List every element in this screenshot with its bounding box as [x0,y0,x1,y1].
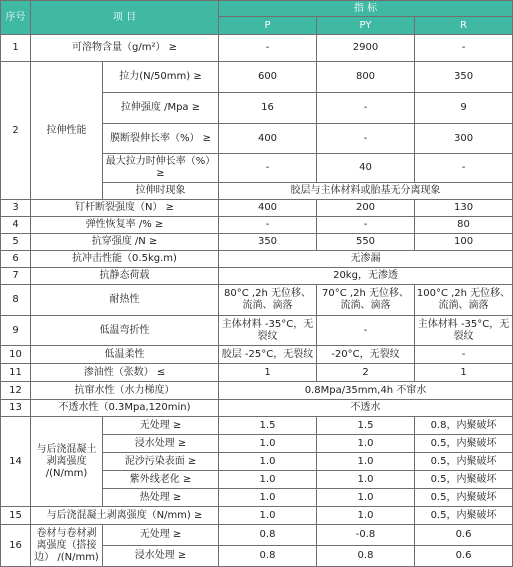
row-group: 与后浇混凝土剥离强度 /(N/mm) [31,417,103,507]
header-col-p: P [219,17,317,35]
header-row [1,1,513,17]
value-p: 主体材料 -35°C，无裂纹 [219,316,317,346]
table-row [1,234,513,251]
value-py: 1.0 [317,471,415,489]
value-r: - [415,35,513,62]
row-no: 11 [1,364,31,382]
row-no: 4 [1,217,31,234]
row-subitem: 浸水处理 ≥ [103,546,219,567]
row-no: 1 [1,35,31,62]
value-p: 400 [219,200,317,217]
table-row [1,268,513,285]
value-py: 1.0 [317,435,415,453]
header-item: 项 目 [31,1,219,35]
row-no: 12 [1,382,31,400]
value-py: - [317,93,415,124]
value-py: 800 [317,62,415,93]
row-no: 10 [1,346,31,364]
row-subitem: 膜断裂伸长率（%） ≥ [103,124,219,154]
table-row [1,316,513,346]
row-item: 抗静态荷载 [31,268,219,285]
value-r: 0.5，内聚破坏 [415,471,513,489]
row-item: 弹性恢复率 /% ≥ [31,217,219,234]
row-group: 卷材与卷材剥离强度（搭接边） /(N/mm) [31,525,103,567]
value-r: 100°C ,2h 无位移、流淌、滴落 [415,285,513,316]
table-row [1,62,513,93]
row-no: 15 [1,507,31,525]
header-no: 序号 [1,1,31,35]
value-py: -0.8 [317,525,415,546]
value-py: 2 [317,364,415,382]
row-no: 6 [1,251,31,268]
table-row [1,251,513,268]
value-all: 0.8Mpa/35mm,4h 不窜水 [219,382,513,400]
row-item: 低温弯折性 [31,316,219,346]
row-subitem: 热处理 ≥ [103,489,219,507]
value-p: 600 [219,62,317,93]
value-p: 0.8 [219,546,317,567]
table-row [1,200,513,217]
value-py: 2900 [317,35,415,62]
value-r: 0.5，内聚破坏 [415,507,513,525]
value-r: 80 [415,217,513,234]
row-subitem: 无处理 ≥ [103,525,219,546]
row-subitem: 拉伸强度 /Mpa ≥ [103,93,219,124]
value-p: 0.8 [219,525,317,546]
row-item: 与后浇混凝土剥离强度（N/mm) ≥ [31,507,219,525]
row-item: 抗冲击性能（0.5kg.m) [31,251,219,268]
value-p: 1.0 [219,435,317,453]
value-r: 0.6 [415,546,513,567]
table-row [1,285,513,316]
value-py: 1.0 [317,453,415,471]
value-py: 70°C ,2h 无位移、流淌、滴落 [317,285,415,316]
value-py: 1.5 [317,417,415,435]
row-no: 8 [1,285,31,316]
value-r: 0.8，内聚破坏 [415,417,513,435]
value-r: 9 [415,93,513,124]
value-p: 1.0 [219,453,317,471]
table-row [1,382,513,400]
table-row [1,217,513,234]
value-py: 550 [317,234,415,251]
value-all: 胶层与主体材料或胎基无分离现象 [219,183,513,200]
value-py: -20°C，无裂纹 [317,346,415,364]
row-no: 14 [1,417,31,507]
value-p: - [219,154,317,183]
row-group: 拉伸性能 [31,62,103,200]
table-row [1,400,513,417]
row-item: 抗窜水性（水力梯度） [31,382,219,400]
table-row [1,364,513,382]
row-no: 5 [1,234,31,251]
value-py: - [317,217,415,234]
value-py: 1.0 [317,489,415,507]
value-r: 主体材料 -35°C，无裂纹 [415,316,513,346]
row-no: 9 [1,316,31,346]
row-no: 2 [1,62,31,200]
table-row [1,507,513,525]
value-p: 16 [219,93,317,124]
row-item: 耐热性 [31,285,219,316]
value-py: 200 [317,200,415,217]
value-py: 40 [317,154,415,183]
value-p: 1.0 [219,489,317,507]
value-py: - [317,316,415,346]
header-col-r: R [415,17,513,35]
value-p: - [219,217,317,234]
row-item: 低温柔性 [31,346,219,364]
value-py: 0.8 [317,546,415,567]
value-all: 无渗漏 [219,251,513,268]
row-item: 渗油性（张数） ≤ [31,364,219,382]
table-row [1,525,513,546]
row-item: 钉杆断裂强度（N） ≥ [31,200,219,217]
row-subitem: 浸水处理 ≥ [103,435,219,453]
value-p: 1.5 [219,417,317,435]
row-subitem: 泥沙污染表面 ≥ [103,453,219,471]
value-r: 350 [415,62,513,93]
value-r: 1 [415,364,513,382]
row-item: 不透水性（0.3Mpa,120min) [31,400,219,417]
value-r: 100 [415,234,513,251]
row-no: 16 [1,525,31,567]
value-r: 130 [415,200,513,217]
value-p: 1.0 [219,471,317,489]
row-no: 7 [1,268,31,285]
value-p: 80°C ,2h 无位移、流淌、滴落 [219,285,317,316]
value-all: 不透水 [219,400,513,417]
value-p: 胶层 -25°C，无裂纹 [219,346,317,364]
row-item: 抗穿强度 /N ≥ [31,234,219,251]
row-item: 可溶物含量（g/m²） ≥ [31,35,219,62]
value-r: 0.5，内聚破坏 [415,435,513,453]
row-subitem: 紫外线老化 ≥ [103,471,219,489]
table-row [1,35,513,62]
header-col-py: PY [317,17,415,35]
value-r: - [415,154,513,183]
header-index: 指 标 [219,1,513,17]
value-p: - [219,35,317,62]
value-p: 400 [219,124,317,154]
value-p: 1.0 [219,507,317,525]
row-subitem: 无处理 ≥ [103,417,219,435]
value-r: 0.6 [415,525,513,546]
row-subitem: 拉力(N/50mm) ≥ [103,62,219,93]
value-py: 1.0 [317,507,415,525]
table-row [1,346,513,364]
row-no: 3 [1,200,31,217]
value-r: 0.5，内聚破坏 [415,489,513,507]
table-row [1,417,513,435]
row-no: 13 [1,400,31,417]
row-subitem: 最大拉力时伸长率（%） ≥ [103,154,219,183]
value-r: 0.5，内聚破坏 [415,453,513,471]
row-subitem: 拉伸时现象 [103,183,219,200]
value-r: - [415,346,513,364]
value-py: - [317,124,415,154]
value-p: 350 [219,234,317,251]
value-p: 1 [219,364,317,382]
value-r: 300 [415,124,513,154]
value-all: 20kg，无渗透 [219,268,513,285]
